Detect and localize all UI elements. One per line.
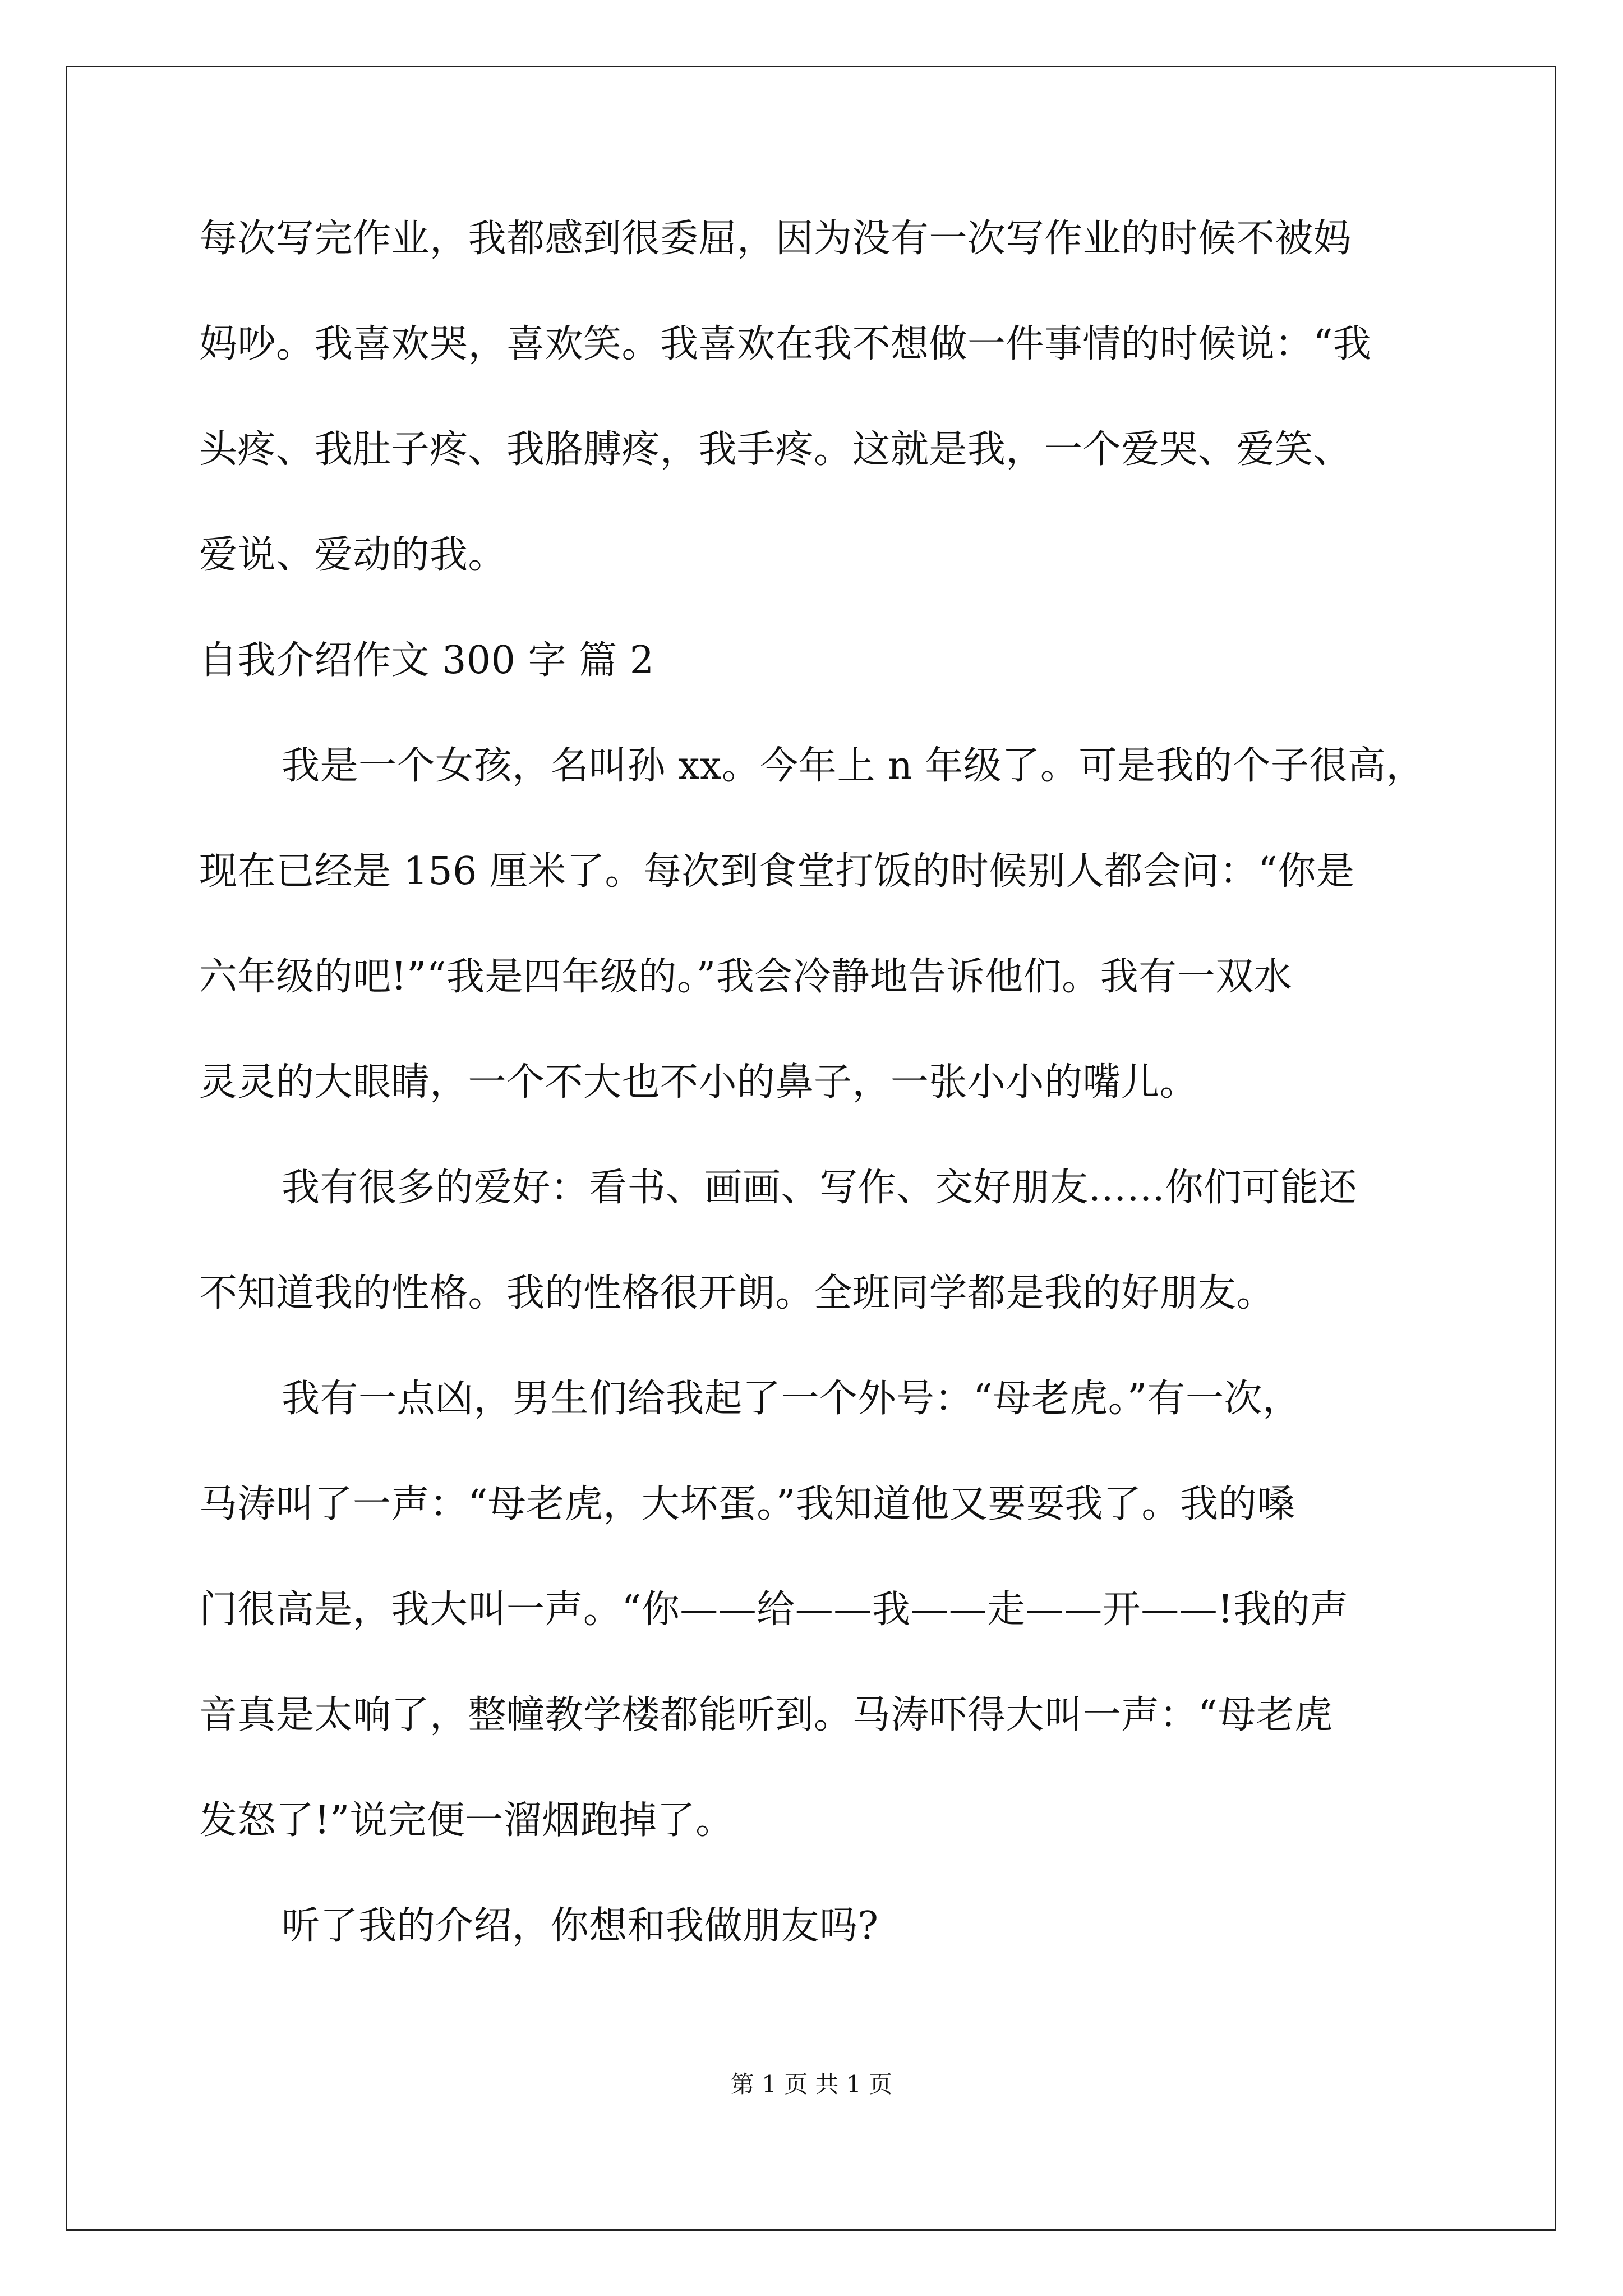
paragraph-3-line-4: 音真是太响了，整幢教学楼都能听到。马涛吓得大叫一声：“母老虎 <box>199 1693 1333 1737</box>
paragraph-1-line-2: 现在已经是 156 厘米了。每次到食堂打饭的时候别人都会问：“你是 <box>199 849 1355 894</box>
paragraph-3-line-3: 门很高是，我大叫一声。“你——给——我——走——开——!我的声 <box>199 1588 1349 1632</box>
body-line-4: 爱说、爱动的我。 <box>199 533 507 577</box>
body-line-1: 每次写完作业，我都感到很委屈，因为没有一次写作业的时候不被妈 <box>199 217 1352 261</box>
section-heading: 自我介绍作文 300 字 篇 2 <box>199 638 654 683</box>
paragraph-1-line-4: 灵灵的大眼睛，一个不大也不小的鼻子，一张小小的嘴儿。 <box>199 1060 1198 1105</box>
paragraph-2-line-2: 不知道我的性格。我的性格很开朗。全班同学都是我的好朋友。 <box>199 1271 1275 1315</box>
body-line-2: 妈吵。我喜欢哭，喜欢笑。我喜欢在我不想做一件事情的时候说：“我 <box>199 322 1372 366</box>
paragraph-1-line-1: 我是一个女孩，名叫孙 xx。今年上 n 年级了。可是我的个子很高， <box>282 744 1424 788</box>
paragraph-2-line-1: 我有很多的爱好：看书、画画、写作、交好朋友……你们可能还 <box>282 1166 1358 1210</box>
body-line-3: 头疼、我肚子疼、我胳膊疼，我手疼。这就是我，一个爱哭、爱笑、 <box>199 427 1352 472</box>
paragraph-3-line-2: 马涛叫了一声：“母老虎，大坏蛋。”我知道他又要耍我了。我的嗓 <box>199 1482 1295 1526</box>
paragraph-1-line-3: 六年级的吧!”“我是四年级的。”我会冷静地告诉他们。我有一双水 <box>199 955 1293 999</box>
paragraph-3-line-1: 我有一点凶，男生们给我起了一个外号：“母老虎。”有一次， <box>282 1377 1301 1421</box>
page-number-footer: 第 1 页 共 1 页 <box>730 2070 893 2098</box>
document-body <box>199 213 1430 2006</box>
paragraph-3-line-5: 发怒了!”说完便一溜烟跑掉了。 <box>199 1798 734 1843</box>
paragraph-4-line-1: 听了我的介绍，你想和我做朋友吗? <box>282 1904 879 1948</box>
